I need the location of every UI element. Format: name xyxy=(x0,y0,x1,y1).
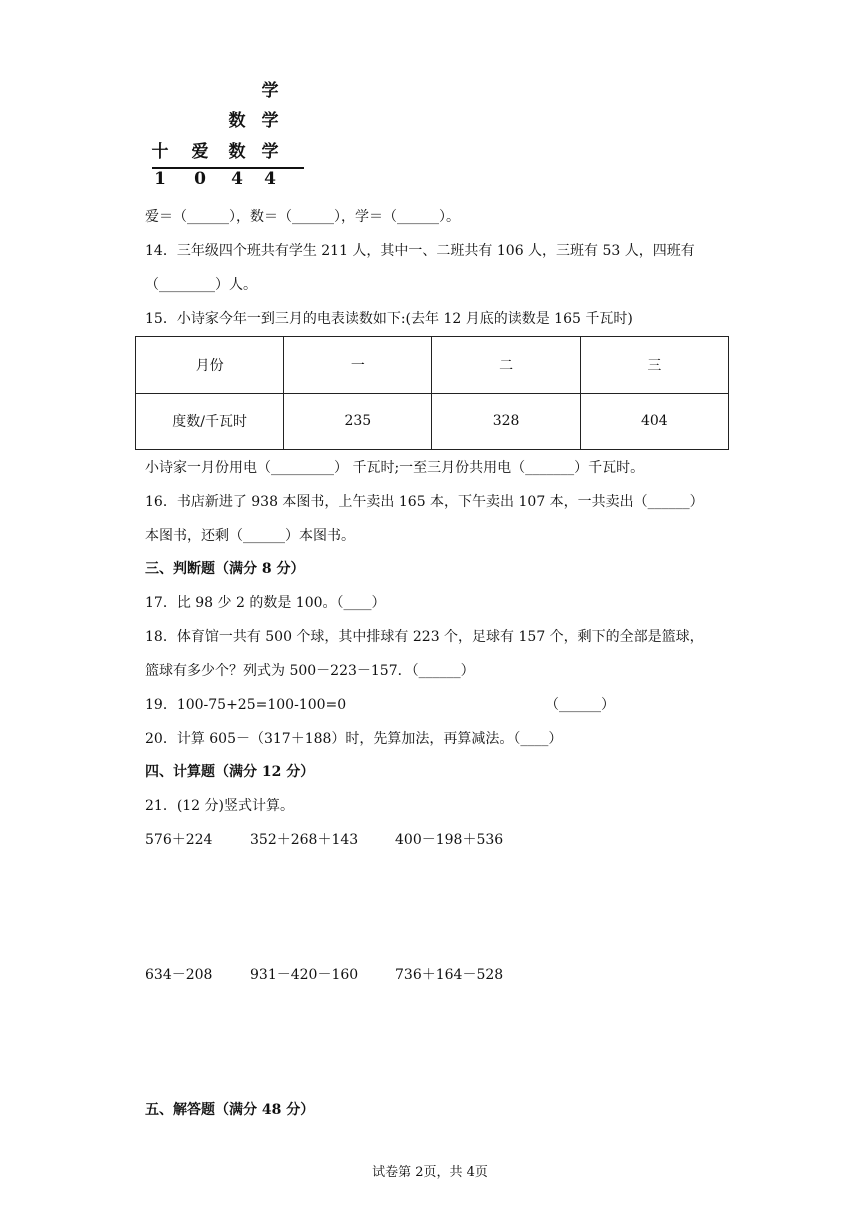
q17-text: 17．比 98 少 2 的数是 100。（____） xyxy=(145,595,386,611)
calc-problem: 400－198＋536 xyxy=(395,832,504,848)
q16-text: 16．书店新进了 938 本图书，上午卖出 165 本，下午卖出 107 本，一共卖出（______） xyxy=(145,494,704,510)
section-heading-word-problems: 五、解答题（满分 48 分） xyxy=(145,1102,315,1118)
page-footer: 试卷第 2页，共 4页 xyxy=(372,1165,488,1180)
calc-problem: 931－420－160 xyxy=(250,967,359,983)
puzzle-plus-sign: 十 xyxy=(151,142,169,162)
puzzle-result-digit: 4 xyxy=(231,169,243,189)
calc-problem: 634－208 xyxy=(145,967,213,983)
table-cell: 月份 xyxy=(136,337,284,394)
puzzle-char: 学 xyxy=(261,111,279,131)
q20-text: 20．计算 605－（317＋188）时，先算加法，再算减法。（____） xyxy=(145,731,563,747)
table-cell: 235 xyxy=(284,393,432,450)
q15-title: 15．小诗家今年一到三月的电表读数如下:(去年 12 月底的读数是 165 千瓦时) xyxy=(145,311,633,327)
q14-text-cont: （________）人。 xyxy=(145,277,257,293)
section-heading-judgement: 三、判断题（满分 8 分） xyxy=(145,561,305,577)
q19-blank: （______） xyxy=(545,697,615,713)
table-header-row xyxy=(136,337,729,394)
table-row xyxy=(136,393,729,450)
calc-problem: 736＋164－528 xyxy=(395,967,504,983)
q18-text-cont: 篮球有多少个？列式为 500－223－157．（______） xyxy=(145,663,475,679)
puzzle-char: 学 xyxy=(261,142,279,162)
puzzle-result-digit: 1 xyxy=(154,169,166,189)
puzzle-result-digit: 4 xyxy=(264,169,276,189)
puzzle-char: 数 xyxy=(228,142,246,162)
q21-title: 21．(12 分)竖式计算。 xyxy=(145,798,295,814)
section-heading-calculation: 四、计算题（满分 12 分） xyxy=(145,764,315,780)
calc-problem: 576＋224 xyxy=(145,832,213,848)
q18-text: 18．体育馆一共有 500 个球，其中排球有 223 个，足球有 157 个，剩下的全部是篮球， xyxy=(145,629,704,645)
q19-text: 19．100-75+25=100-100=0 xyxy=(145,697,347,713)
q13-answer-line: 爱＝（______），数＝（______），学＝（______）。 xyxy=(145,209,460,225)
puzzle-char: 学 xyxy=(261,81,279,101)
table-cell: 度数/千瓦时 xyxy=(136,393,284,450)
puzzle-result-digit: 0 xyxy=(194,169,206,189)
table-cell: 三 xyxy=(580,337,728,394)
puzzle-char: 数 xyxy=(228,111,246,131)
table-cell: 二 xyxy=(432,337,580,394)
electricity-table xyxy=(135,336,729,450)
puzzle-char: 爱 xyxy=(191,142,209,162)
calc-problem: 352＋268＋143 xyxy=(250,832,359,848)
table-cell: 328 xyxy=(432,393,580,450)
table-cell: 404 xyxy=(580,393,728,450)
table-cell: 一 xyxy=(284,337,432,394)
q16-text-cont: 本图书，还剩（______）本图书。 xyxy=(145,528,355,544)
q15-answer-line: 小诗家一月份用电（_________） 千瓦时;一至三月份共用电（_______）千瓦时。 xyxy=(145,460,645,476)
q14-text: 14．三年级四个班共有学生 211 人，其中一、二班共有 106 人，三班有 53 人，四班有 xyxy=(145,243,695,259)
